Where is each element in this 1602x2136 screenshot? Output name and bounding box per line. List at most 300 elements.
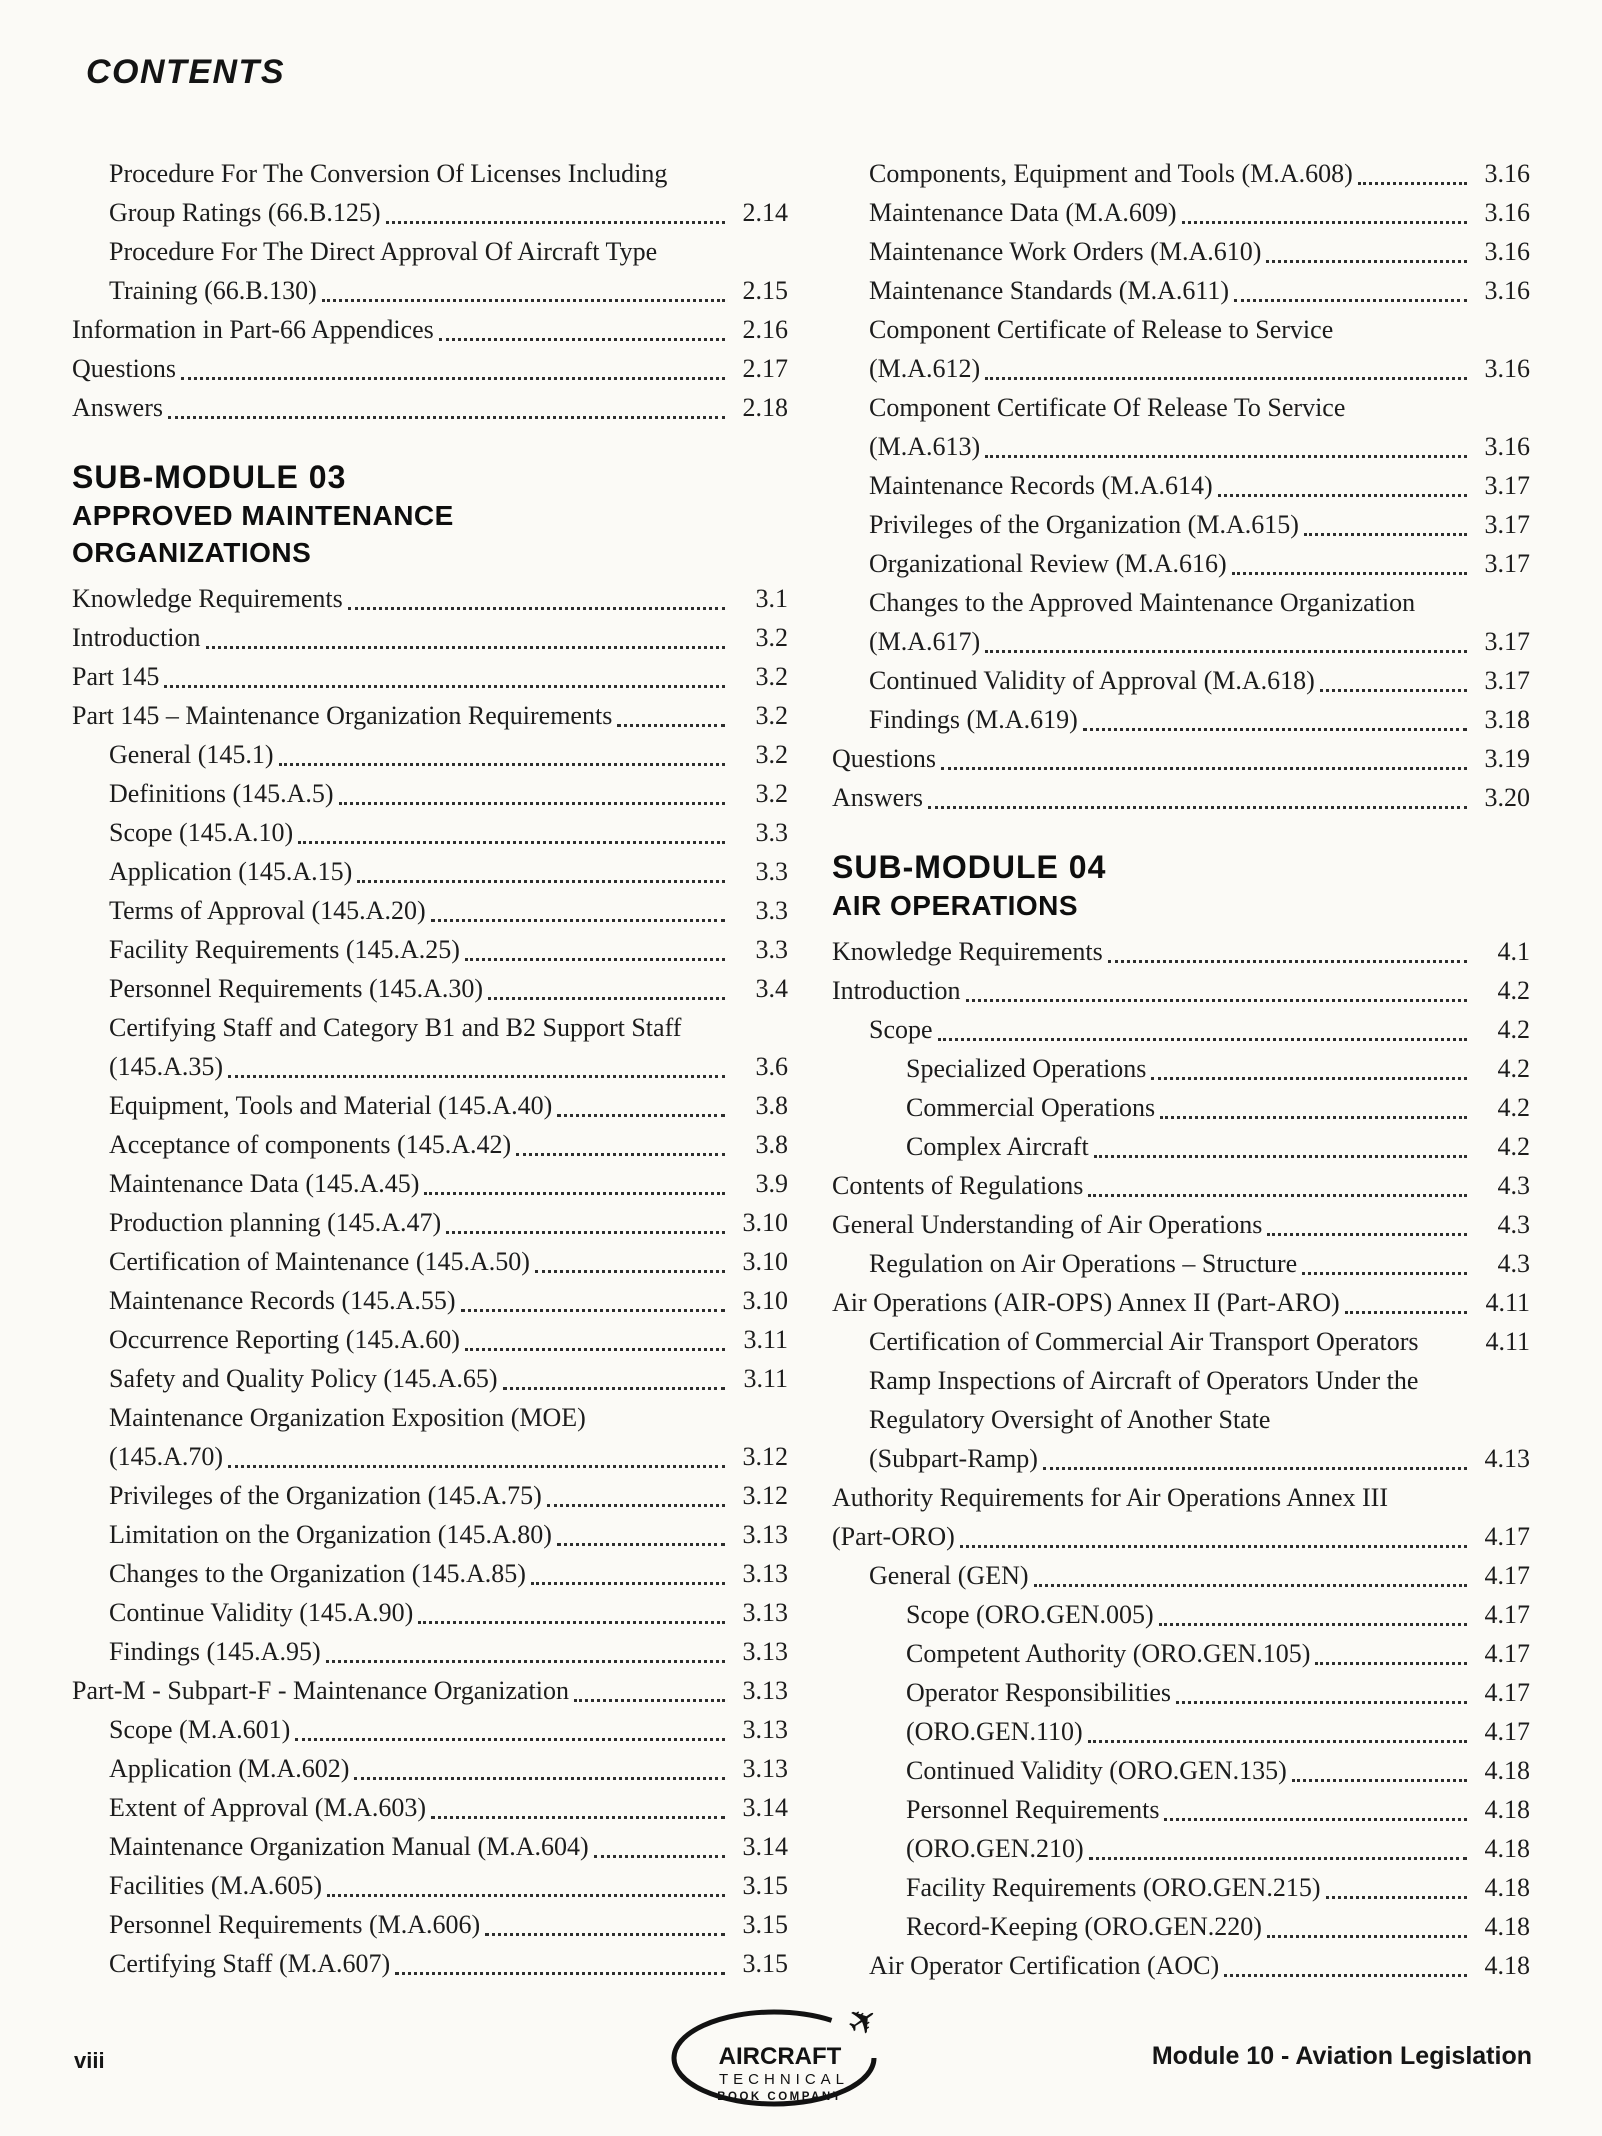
toc-entry-text: Air Operator Certification (AOC) — [869, 1951, 1220, 1980]
toc-leader-dots — [424, 1192, 725, 1195]
toc-leader-dots — [1320, 689, 1467, 692]
toc-leader-dots — [1232, 572, 1467, 575]
toc-leader-dots — [531, 1582, 725, 1585]
toc-leader-dots — [966, 999, 1467, 1002]
toc-leader-dots — [1108, 960, 1467, 963]
toc-page-number: 2.14 — [742, 198, 788, 227]
toc-page-number: 3.17 — [1484, 471, 1530, 500]
toc-entry-text: Privileges of the Organization (M.A.615) — [869, 510, 1299, 539]
toc-leader-dots — [547, 1504, 725, 1507]
toc-leader-dots — [168, 416, 725, 419]
toc-page-number: 3.1 — [755, 584, 788, 613]
toc-entry — [832, 739, 1530, 778]
toc-entry-text: Changes to the Approved Maintenance Organization — [869, 588, 1416, 617]
toc-page-number: 4.17 — [1484, 1639, 1530, 1668]
toc-entry — [832, 1946, 1530, 1985]
toc-page-number: 2.16 — [742, 315, 788, 344]
toc-entry-text: Continued Validity of Approval (M.A.618) — [869, 666, 1315, 695]
toc-leader-dots — [1160, 1116, 1467, 1119]
toc-entry-text: Personnel Requirements (M.A.606) — [109, 1910, 481, 1939]
toc-entry — [832, 544, 1530, 583]
toc-leader-dots — [322, 299, 725, 302]
toc-leader-dots — [941, 767, 1467, 770]
toc-entry — [832, 1751, 1530, 1790]
toc-leader-dots — [1164, 1818, 1467, 1821]
toc-entry-list — [72, 579, 788, 1983]
toc-entry — [832, 1868, 1530, 1907]
toc-entry-text: Knowledge Requirements — [72, 584, 343, 613]
toc-page-number: 3.2 — [755, 662, 788, 691]
toc-leader-dots — [465, 1348, 725, 1351]
toc-leader-dots — [1043, 1467, 1467, 1470]
toc-leader-dots — [228, 1075, 725, 1078]
toc-page-number: 3.17 — [1484, 666, 1530, 695]
toc-entry — [72, 1788, 788, 1827]
toc-entry-text: Changes to the Organization (145.A.85) — [109, 1559, 526, 1588]
toc-leader-dots — [960, 1545, 1467, 1548]
toc-leader-dots — [1083, 728, 1467, 731]
toc-entry — [72, 969, 788, 1008]
toc-leader-dots — [348, 607, 725, 610]
toc-entry — [72, 1359, 788, 1398]
toc-entry — [72, 1008, 788, 1047]
toc-entry — [72, 1203, 788, 1242]
toc-page-number: 4.2 — [1497, 976, 1530, 1005]
toc-leader-dots — [617, 724, 725, 727]
submodule-heading — [72, 457, 788, 571]
toc-page-number: 3.16 — [1484, 276, 1530, 305]
toc-leader-dots — [295, 1738, 725, 1741]
toc-leader-dots — [439, 338, 725, 341]
submodule-heading — [832, 847, 1530, 924]
toc-leader-dots — [488, 997, 725, 1000]
toc-entry-text: Personnel Requirements (145.A.30) — [109, 974, 484, 1003]
toc-entry — [72, 1866, 788, 1905]
toc-page-number: 3.19 — [1484, 744, 1530, 773]
logo-line2: TECHNICAL — [718, 2071, 850, 2088]
toc-entry — [832, 1127, 1530, 1166]
toc-leader-dots — [164, 685, 725, 688]
toc-page-number: 3.13 — [742, 1754, 788, 1783]
toc-page-number: 4.2 — [1497, 1093, 1530, 1122]
toc-page-number: 3.15 — [742, 1910, 788, 1939]
toc-page-number: 3.16 — [1484, 159, 1530, 188]
toc-entry — [832, 1907, 1530, 1946]
toc-leader-dots — [395, 1972, 725, 1975]
toc-entry — [832, 388, 1530, 427]
toc-entry — [72, 271, 788, 310]
toc-page-number: 3.3 — [755, 896, 788, 925]
toc-leader-dots — [985, 455, 1467, 458]
toc-page-number: 4.2 — [1497, 1132, 1530, 1161]
toc-leader-dots — [503, 1387, 726, 1390]
toc-entry-text: Introduction — [832, 976, 961, 1005]
toc-page-number: 3.10 — [742, 1247, 788, 1276]
toc-entry-text: General (145.1) — [109, 740, 274, 769]
toc-leader-dots — [516, 1153, 725, 1156]
toc-entry-text: Facilities (M.A.605) — [109, 1871, 323, 1900]
toc-page-number: 4.3 — [1497, 1171, 1530, 1200]
toc-leader-dots — [1266, 260, 1467, 263]
toc-leader-dots — [557, 1114, 725, 1117]
toc-column-left — [72, 154, 788, 1985]
toc-page-number: 4.11 — [1485, 1288, 1530, 1317]
toc-page-number: 4.18 — [1484, 1756, 1530, 1785]
toc-leader-dots — [228, 1465, 725, 1468]
toc-entry — [832, 349, 1530, 388]
page-title: CONTENTS — [86, 53, 285, 91]
toc-leader-dots — [431, 1816, 725, 1819]
toc-leader-dots — [1088, 1740, 1467, 1743]
toc-entry-list — [832, 154, 1530, 817]
toc-leader-dots — [1176, 1701, 1467, 1704]
toc-entry — [72, 1320, 788, 1359]
toc-leader-dots — [446, 1231, 725, 1234]
toc-leader-dots — [938, 1038, 1467, 1041]
toc-entry — [72, 930, 788, 969]
toc-entry — [72, 1554, 788, 1593]
toc-leader-dots — [557, 1543, 725, 1546]
submodule-heading-line: APPROVED MAINTENANCE — [72, 500, 454, 531]
toc-entry — [72, 1242, 788, 1281]
toc-entry — [832, 1244, 1530, 1283]
toc-entry — [832, 661, 1530, 700]
toc-entry — [832, 1166, 1530, 1205]
toc-entry-text: Maintenance Records (M.A.614) — [869, 471, 1213, 500]
toc-page-number: 4.17 — [1484, 1678, 1530, 1707]
toc-leader-dots — [1302, 1272, 1467, 1275]
toc-entry-text: Maintenance Records (145.A.55) — [109, 1286, 456, 1315]
toc-entry — [832, 583, 1530, 622]
toc-leader-dots — [1315, 1662, 1467, 1665]
toc-entry-list — [832, 932, 1530, 1985]
toc-leader-dots — [327, 1894, 725, 1897]
toc-leader-dots — [985, 650, 1467, 653]
toc-entry — [832, 1400, 1530, 1439]
toc-entry-text: Scope (ORO.GEN.005) — [906, 1600, 1154, 1629]
toc-entry-text: Definitions (145.A.5) — [109, 779, 334, 808]
toc-entry — [832, 1283, 1530, 1322]
toc-entry — [72, 1710, 788, 1749]
toc-leader-dots — [1182, 221, 1467, 224]
toc-entry — [72, 1515, 788, 1554]
logo-line1: AIRCRAFT — [718, 2043, 842, 2070]
toc-entry — [832, 427, 1530, 466]
toc-leader-dots — [535, 1270, 725, 1273]
toc-page-number: 3.11 — [743, 1364, 788, 1393]
toc-entry-text: Production planning (145.A.47) — [109, 1208, 442, 1237]
toc-page-number: 4.17 — [1484, 1561, 1530, 1590]
toc-entry-text: (M.A.613) — [869, 432, 981, 461]
toc-page-number: 4.17 — [1484, 1522, 1530, 1551]
toc-entry — [72, 1905, 788, 1944]
toc-page-number: 3.12 — [742, 1481, 788, 1510]
toc-page-number: 3.14 — [742, 1793, 788, 1822]
toc-page-number: 3.13 — [742, 1715, 788, 1744]
toc-page-number: 3.13 — [742, 1559, 788, 1588]
toc-page-number: 3.2 — [755, 779, 788, 808]
toc-leader-dots — [1267, 1935, 1467, 1938]
toc-entry-text: Maintenance Data (145.A.45) — [109, 1169, 420, 1198]
toc-leader-dots — [1358, 182, 1467, 185]
toc-entry — [832, 1439, 1530, 1478]
toc-leader-dots — [279, 763, 725, 766]
submodule-heading-line: AIR OPERATIONS — [832, 890, 1079, 921]
toc-page-number: 2.17 — [742, 354, 788, 383]
toc-entry — [72, 852, 788, 891]
toc-page-number: 3.11 — [743, 1325, 788, 1354]
toc-entry-text: Regulatory Oversight of Another State — [869, 1405, 1271, 1434]
toc-entry-text: Maintenance Data (M.A.609) — [869, 198, 1177, 227]
toc-entry — [72, 735, 788, 774]
toc-page-number: 4.18 — [1484, 1873, 1530, 1902]
toc-page-number: 3.2 — [755, 623, 788, 652]
toc-entry-text: Privileges of the Organization (145.A.75) — [109, 1481, 542, 1510]
toc-entry-text: Continue Validity (145.A.90) — [109, 1598, 414, 1627]
toc-entry — [72, 154, 788, 193]
toc-leader-dots — [465, 958, 725, 961]
toc-page-number: 4.3 — [1497, 1210, 1530, 1239]
toc-entry-text: Air Operations (AIR-OPS) Annex II (Part-ARO) — [832, 1288, 1340, 1317]
toc-page-number: 3.13 — [742, 1676, 788, 1705]
toc-page-number: 3.18 — [1484, 705, 1530, 734]
toc-entry-text: Answers — [832, 783, 923, 812]
toc-entry-text: (Subpart-Ramp) — [869, 1444, 1038, 1473]
toc-entry — [832, 1634, 1530, 1673]
toc-page-number: 3.16 — [1484, 354, 1530, 383]
toc-leader-dots — [1224, 1974, 1467, 1977]
toc-entry-text: Part 145 – Maintenance Organization Requirements — [72, 701, 613, 730]
toc-page-number: 4.17 — [1484, 1717, 1530, 1746]
toc-leader-dots — [1304, 533, 1467, 536]
toc-entry-text: (145.A.70) — [109, 1442, 224, 1471]
toc-leader-dots — [418, 1621, 725, 1624]
toc-page-number: 2.18 — [742, 393, 788, 422]
toc-entry-text: Maintenance Standards (M.A.611) — [869, 276, 1230, 305]
toc-page-number: 4.13 — [1484, 1444, 1530, 1473]
toc-leader-dots — [485, 1933, 725, 1936]
toc-entry-text: Component Certificate Of Release To Service — [869, 393, 1346, 422]
toc-entry-text: General (GEN) — [869, 1561, 1029, 1590]
toc-entry-text: (ORO.GEN.110) — [906, 1717, 1083, 1746]
toc-leader-dots — [1094, 1155, 1467, 1158]
submodule-heading-line: SUB-MODULE 04 — [832, 849, 1107, 885]
toc-entry — [832, 1010, 1530, 1049]
toc-leader-dots — [594, 1855, 725, 1858]
toc-leader-dots — [1267, 1233, 1467, 1236]
toc-leader-dots — [1234, 299, 1467, 302]
toc-leader-dots — [1345, 1311, 1467, 1314]
toc-entry-text: Organizational Review (M.A.616) — [869, 549, 1227, 578]
toc-page-number: 3.16 — [1484, 432, 1530, 461]
toc-page-number: 3.3 — [755, 935, 788, 964]
toc-leader-dots — [574, 1699, 725, 1702]
toc-page-number: 3.17 — [1484, 549, 1530, 578]
toc-entry-text: Findings (145.A.95) — [109, 1637, 321, 1666]
toc-page-number: 3.8 — [755, 1130, 788, 1159]
toc-entry — [832, 1595, 1530, 1634]
toc-page-number: 3.20 — [1484, 783, 1530, 812]
toc-entry-text: Components, Equipment and Tools (M.A.608) — [869, 159, 1353, 188]
toc-page-number: 3.6 — [755, 1052, 788, 1081]
toc-entry — [72, 310, 788, 349]
toc-entry — [832, 1517, 1530, 1556]
toc-entry — [72, 1827, 788, 1866]
toc-entry — [832, 154, 1530, 193]
toc-entry — [72, 1632, 788, 1671]
toc-entry — [832, 1790, 1530, 1829]
toc-entry-text: Introduction — [72, 623, 201, 652]
publisher-logo — [652, 1994, 952, 2118]
toc-page-number: 3.9 — [755, 1169, 788, 1198]
toc-entry-text: Scope (M.A.601) — [109, 1715, 291, 1744]
toc-entry — [72, 813, 788, 852]
toc-entry — [832, 932, 1530, 971]
toc-leader-dots — [326, 1660, 725, 1663]
toc-entry-text: (145.A.35) — [109, 1052, 224, 1081]
toc-entry — [832, 700, 1530, 739]
toc-entry — [72, 1476, 788, 1515]
toc-leader-dots — [357, 880, 725, 883]
toc-page-number: 4.18 — [1484, 1912, 1530, 1941]
toc-page-number: 4.18 — [1484, 1834, 1530, 1863]
toc-entry-text: Complex Aircraft — [906, 1132, 1089, 1161]
toc-page-number: 3.12 — [742, 1442, 788, 1471]
toc-entry — [832, 271, 1530, 310]
toc-entry-text: Safety and Quality Policy (145.A.65) — [109, 1364, 498, 1393]
toc-entry — [72, 1125, 788, 1164]
toc-entry-text: Extent of Approval (M.A.603) — [109, 1793, 427, 1822]
toc-entry-text: Group Ratings (66.B.125) — [109, 198, 381, 227]
toc-entry — [832, 1049, 1530, 1088]
toc-leader-dots — [1088, 1194, 1467, 1197]
toc-column-right — [832, 154, 1530, 1985]
toc-entry — [72, 193, 788, 232]
toc-entry-text: Certification of Maintenance (145.A.50) — [109, 1247, 530, 1276]
toc-entry — [72, 349, 788, 388]
toc-entry — [72, 696, 788, 735]
toc-entry — [72, 579, 788, 618]
toc-entry-text: Knowledge Requirements — [832, 937, 1103, 966]
toc-entry-text: Record-Keeping (ORO.GEN.220) — [906, 1912, 1262, 1941]
toc-entry-text: Certification of Commercial Air Transport Operators — [869, 1327, 1419, 1356]
toc-entry-text: (ORO.GEN.210) — [906, 1834, 1084, 1863]
toc-entry — [832, 622, 1530, 661]
toc-leader-dots — [431, 919, 725, 922]
toc-leader-dots — [1159, 1623, 1467, 1626]
toc-entry — [72, 1398, 788, 1437]
toc-entry-text: Questions — [72, 354, 176, 383]
toc-entry-text: Maintenance Organization Manual (M.A.604) — [109, 1832, 589, 1861]
toc-leader-dots — [1218, 494, 1467, 497]
toc-entry-text: Training (66.B.130) — [109, 276, 317, 305]
toc-entry-text: General Understanding of Air Operations — [832, 1210, 1263, 1239]
toc-leader-dots — [1326, 1896, 1468, 1899]
toc-entry — [832, 1088, 1530, 1127]
toc-entry — [832, 232, 1530, 271]
toc-entry-text: Commercial Operations — [906, 1093, 1156, 1122]
toc-page-number: 4.11 — [1485, 1327, 1530, 1356]
toc-page-number: 3.17 — [1484, 510, 1530, 539]
toc-entry-text: Contents of Regulations — [832, 1171, 1084, 1200]
submodule-heading-line: SUB-MODULE 03 — [72, 459, 347, 495]
toc-entry — [832, 971, 1530, 1010]
toc-entry-text: Part-M - Subpart-F - Maintenance Organization — [72, 1676, 569, 1705]
toc-leader-dots — [298, 841, 725, 844]
toc-entry-text: Maintenance Work Orders (M.A.610) — [869, 237, 1262, 266]
toc-entry-text: (M.A.612) — [869, 354, 981, 383]
toc-entry-text: Procedure For The Direct Approval Of Aircraft Type — [109, 237, 658, 266]
toc-entry — [72, 1281, 788, 1320]
toc-leader-dots — [1034, 1584, 1467, 1587]
airplane-icon: ✈ — [839, 1996, 888, 2048]
toc-page-number: 4.2 — [1497, 1054, 1530, 1083]
toc-entry-text: Facility Requirements (145.A.25) — [109, 935, 460, 964]
toc-entry-text: Information in Part-66 Appendices — [72, 315, 434, 344]
toc-leader-dots — [928, 806, 1467, 809]
toc-leader-dots — [181, 377, 725, 380]
toc-entry — [72, 774, 788, 813]
toc-entry-text: Terms of Approval (145.A.20) — [109, 896, 426, 925]
toc-leader-dots — [206, 646, 725, 649]
toc-page-number: 4.1 — [1497, 937, 1530, 966]
toc-page-number: 3.2 — [755, 701, 788, 730]
toc-entry-text: Findings (M.A.619) — [869, 705, 1078, 734]
toc-entry — [832, 778, 1530, 817]
toc-entry-text: Regulation on Air Operations – Structure — [869, 1249, 1298, 1278]
toc-entry — [832, 193, 1530, 232]
toc-entry — [832, 1712, 1530, 1751]
toc-page-number: 4.18 — [1484, 1951, 1530, 1980]
toc-entry-text: Procedure For The Conversion Of Licenses Including — [109, 159, 668, 188]
toc-entry — [832, 1322, 1530, 1361]
toc-entry — [72, 618, 788, 657]
folio-page-number: viii — [74, 2048, 105, 2073]
toc-entry — [72, 1086, 788, 1125]
toc-entry-text: Continued Validity (ORO.GEN.135) — [906, 1756, 1287, 1785]
toc-page-number: 3.15 — [742, 1949, 788, 1978]
toc-entry-text: Operator Responsibilities — [906, 1678, 1172, 1707]
toc-leader-dots — [461, 1309, 725, 1312]
toc-leader-dots — [339, 802, 725, 805]
toc-entry-text: Equipment, Tools and Material (145.A.40) — [109, 1091, 553, 1120]
toc-entry-text: Specialized Operations — [906, 1054, 1147, 1083]
toc-columns — [72, 154, 1530, 1985]
toc-entry-list — [72, 154, 788, 427]
toc-page-number: 3.13 — [742, 1637, 788, 1666]
toc-page-number: 3.14 — [742, 1832, 788, 1861]
toc-leader-dots — [1151, 1077, 1467, 1080]
toc-entry — [832, 310, 1530, 349]
toc-entry — [72, 232, 788, 271]
toc-page-number: 2.15 — [742, 276, 788, 305]
toc-entry — [72, 891, 788, 930]
toc-leader-dots — [386, 221, 725, 224]
toc-entry-text: Component Certificate of Release to Service — [869, 315, 1334, 344]
toc-entry — [832, 466, 1530, 505]
submodule-heading-line: ORGANIZATIONS — [72, 537, 312, 568]
module-title: Module 10 - Aviation Legislation — [1151, 2042, 1532, 2070]
toc-entry-text: Certifying Staff and Category B1 and B2 Support Staff — [109, 1013, 682, 1042]
toc-entry-text: Answers — [72, 393, 163, 422]
toc-entry — [832, 505, 1530, 544]
toc-entry-text: Maintenance Organization Exposition (MOE) — [109, 1403, 586, 1432]
toc-entry — [832, 1361, 1530, 1400]
toc-page-number: 3.2 — [755, 740, 788, 769]
toc-entry — [72, 1593, 788, 1632]
toc-leader-dots — [985, 377, 1467, 380]
toc-page-number: 3.8 — [755, 1091, 788, 1120]
